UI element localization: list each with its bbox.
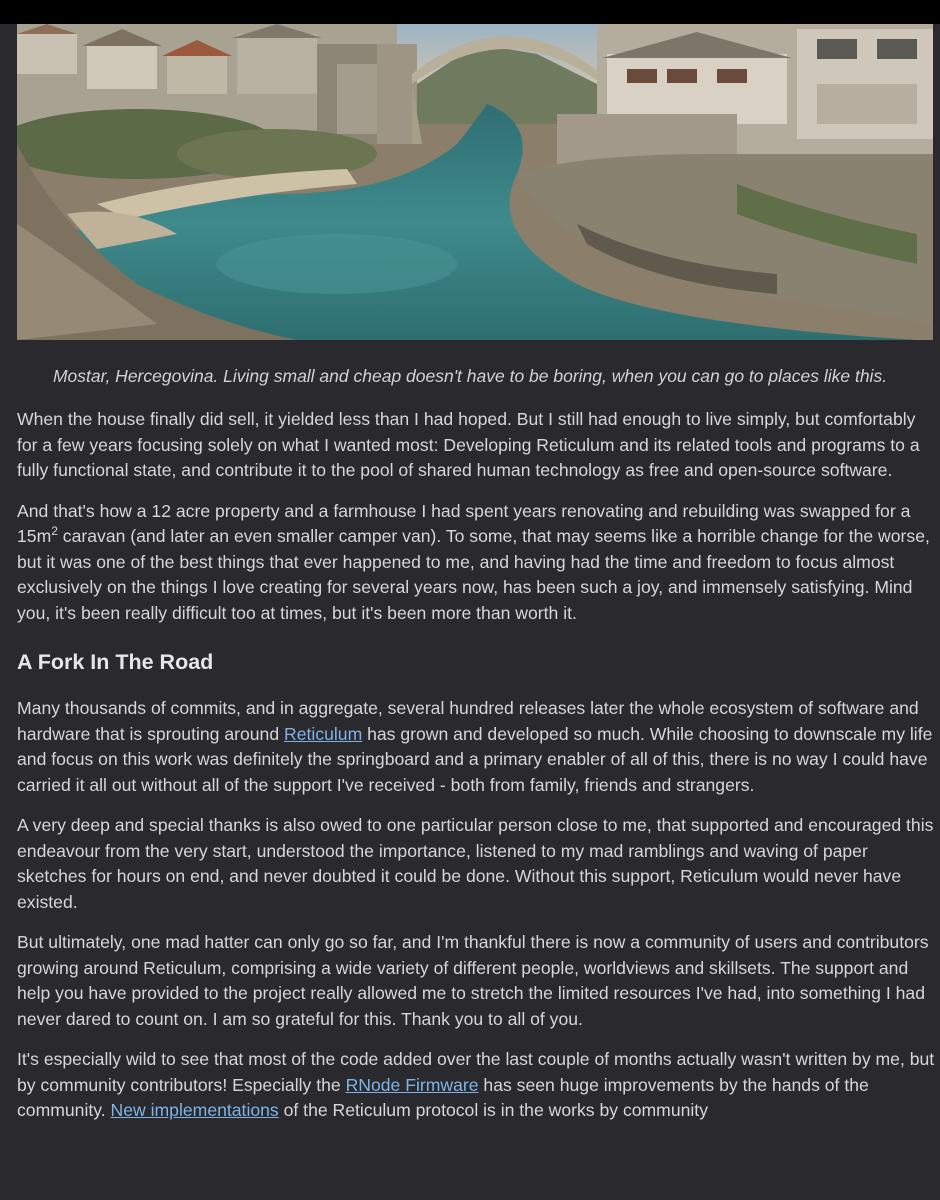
paragraph-contributors-text-a: It's especially wild to see that most of the code added over the last couple of months actually wasn't written by me, but by community contributors! Especially the bbox=[17, 1049, 935, 1095]
rnode-firmware-link[interactable]: RNode Firmware bbox=[345, 1074, 479, 1095]
new-implementations-link[interactable]: New implementations bbox=[110, 1100, 279, 1120]
paragraph-house-sold: When the house finally did sell, it yielded less than I had hoped. But I still had enough to live simply, but comfortably for a few years focusing solely on what I wanted most: Developing Reticulum and its related tools and programs to a fully functional state, and contribute it to the pool of shared human technology as free and open-source software. bbox=[17, 409, 920, 480]
paragraph-commits-text-a: Many thousands of commits, and in aggregate, several hundred releases later the whole ecosystem of software and hardware that is sprouting around bbox=[17, 698, 919, 744]
image-caption: Mostar, Hercegovina. Living small and cheap doesn't have to be boring, when you can go to places like this. bbox=[52, 366, 888, 386]
paragraph-caravan-text-a: And that's how a 12 acre property and a farmhouse I had spent years renovating and rebuilding was swapped for a 15m bbox=[17, 500, 911, 546]
section-heading: A Fork In The Road bbox=[17, 650, 214, 674]
article-content bbox=[17, 407, 937, 1139]
paragraph-caravan-text-b: caravan (and later an even smaller camper van). To some, that may seems like a horrible change for the worse, but it was one of the best things that ever happened to me, and having had the time and freedom to focus almost exclusively on the things I love creating for several years now, has been such a joy, and immensely satisfying. Mind you, it's been really difficult too at times, but it's been more than worth it. bbox=[17, 526, 930, 623]
paragraph-thanks: A very deep and special thanks is also owed to one particular person close to me, that supported and encouraged this endeavour from the very start, understood the importance, listened to my mad ramblings and waving of paper sketches for hours on end, and never doubted it could be done. Without this support, Reticulum would never have existed. bbox=[17, 815, 934, 912]
reticulum-link[interactable]: Reticulum bbox=[284, 723, 363, 744]
paragraph-contributors-text-c: of the Reticulum protocol is in the works by community bbox=[278, 1100, 708, 1120]
paragraph-community: But ultimately, one mad hatter can only go so far, and I'm thankful there is now a community of users and contributors growing around Reticulum, comprising a wide variety of different people, worldviews and skillsets. The support and help you have provided to the project really allowed me to stretch the limited resources I've had, into something I had never dared to count on. I am so grateful for this. Thank you to all of you. bbox=[17, 932, 929, 1029]
paragraph-commits-text-b: has grown and developed so much. While choosing to downscale my life and focus on this work was definitely the springboard and a primary enabler of all of this, there is no way I could have carried it all out without all of the support I've received - both from family, friends and strangers. bbox=[17, 723, 933, 795]
superscript-two: 2 bbox=[51, 524, 58, 539]
paragraph-contributors-text-b: has seen huge improvements by the hands of the community. bbox=[17, 1074, 869, 1120]
top-bar bbox=[0, 0, 940, 24]
paragraph-caravan bbox=[17, 499, 937, 627]
paragraph-commits bbox=[17, 696, 937, 798]
mostar-photo bbox=[17, 24, 933, 340]
paragraph-contributors bbox=[17, 1047, 937, 1124]
